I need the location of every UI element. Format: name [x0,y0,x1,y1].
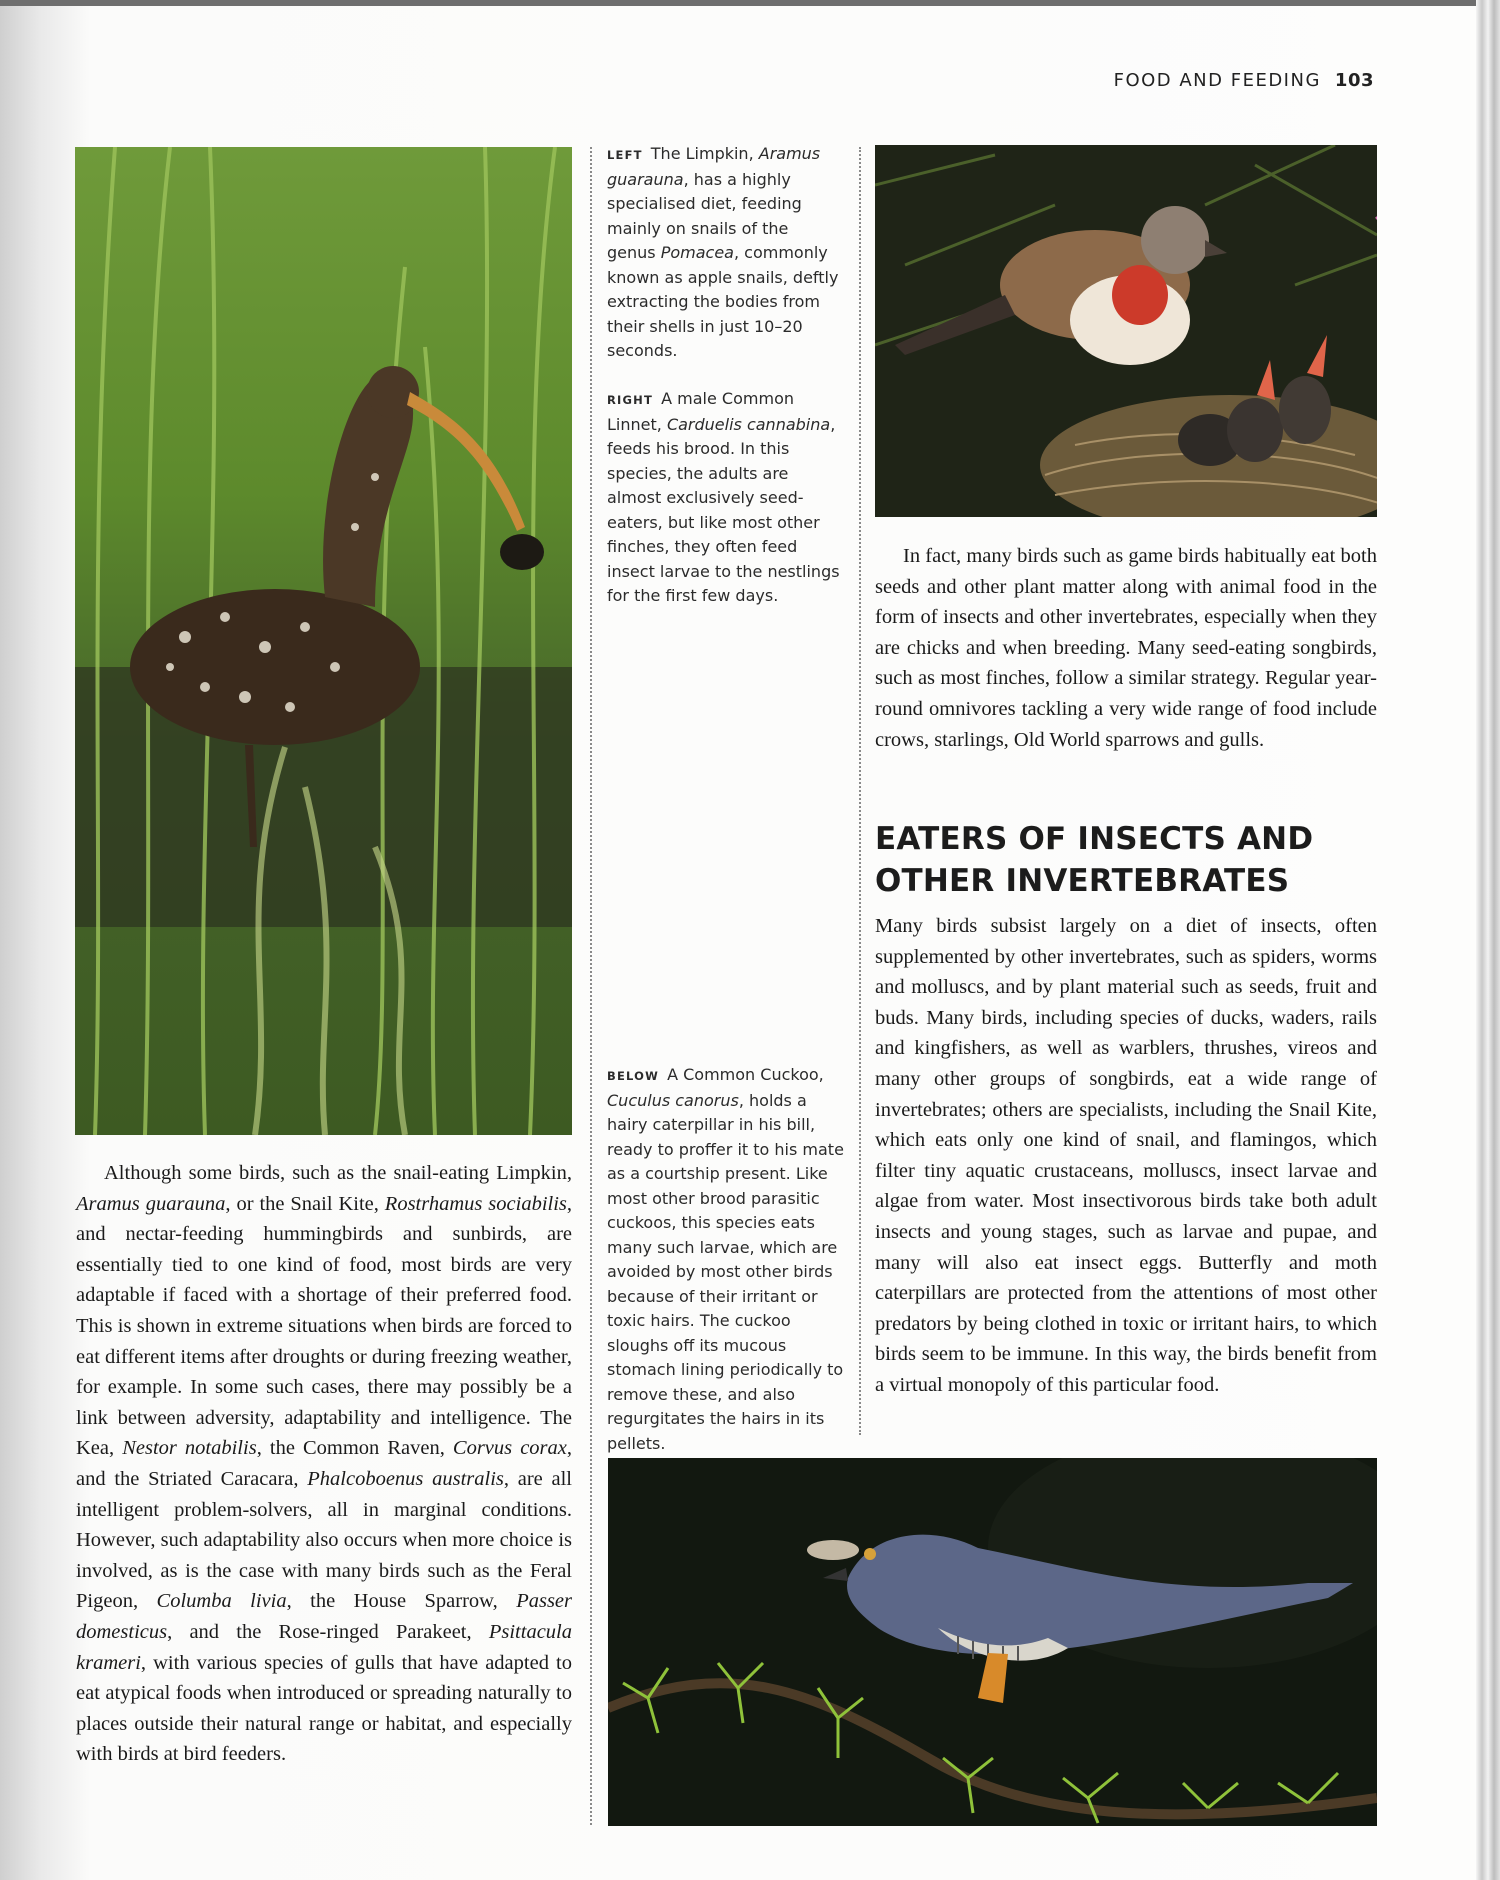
section-heading: EATERS OF INSECTS AND OTHER INVERTEBRATES [875,821,1314,899]
linnet-photo [875,145,1377,517]
caption-left-label: LEFT [607,148,643,162]
caption-below: BELOW A Common Cuckoo, Cuculus canorus, holds a hairy caterpillar in his bill, ready to proffer it to his mate as a courtship present. Like most other brood parasitic cuckoos, this species eats many such larvae, which are avoided by most other birds because of their irritant or toxic hairs. The cuckoo sloughs off its mucous stomach lining periodically to remove these, and also regurgitates the hairs in its pellets. [607,1065,844,1453]
limpkin-photo [75,147,572,1135]
running-head-section: FOOD AND FEEDING [1113,70,1321,91]
running-head [1114,70,1374,91]
page-top-edge [0,0,1500,6]
page-number: 103 [1334,70,1374,91]
caption-below-label: BELOW [607,1069,659,1083]
body-text-right-bottom [875,911,1377,1401]
column-rule-right [859,147,861,1435]
column-rule-left [590,147,592,1825]
body-paragraph-right-1: In fact, many birds such as game birds habitually eat both seeds and other plant matter along with animal food in the form of insects and other invertebrates, especially when they are chicks and when breeding. Many seed-eating songbirds, such as most finches, follow a similar strategy. Regular year-round omnivores tackling a very wide range of food include crows, starlings, Old World sparrows and gulls. [875,545,1377,751]
body-paragraph-left: Although some birds, such as the snail-eating Limpkin, Aramus guarauna, or the Snail Kite, Rostrhamus sociabilis, and nectar-feeding hummingbirds and sunbirds, are essentially tied to one kind of food, most birds are very adaptable if faced with a shortage of their preferred food. This is shown in extreme situations when birds are forced to eat different items after droughts or during freezing weather, for example. In some such cases, there may possibly be a link between adversity, adaptability and intelligence. The Kea, Nestor notabilis, the Common Raven, Corvus corax, and the Striated Caracara, Phalcoboenus australis, are all intelligent problem-solvers, all in marginal conditions. However, such adaptability also occurs when more choice is involved, as is the case with many birds such as the Feral Pigeon, Columba livia, the House Sparrow, Passer domesticus, and the Rose-ringed Parakeet, Psittacula krameri, with various species of gulls that have adapted to eat atypical foods when introduced or spreading naturally to places outside their natural range or habitat, and especially with birds at bird feeders. [76,1162,573,1766]
caption-right: RIGHT A male Common Linnet, Carduelis cannabina, feeds his brood. In this species, the adults are almost exclusively seed-eaters, but like most other finches, they often feed insect larvae to the nestlings for the first few days. [607,389,840,605]
caption-right-label: RIGHT [607,393,654,407]
book-spine-edge [1476,0,1500,1880]
body-text-right-top [875,541,1377,755]
caption-left: LEFT The Limpkin, Aramus guarauna, has a highly specialised diet, feeding mainly on snails of the genus Pomacea, commonly known as apple snails, deftly extracting the bodies from their shells in just 10–20 seconds. [607,144,839,360]
body-paragraph-right-2: Many birds subsist largely on a diet of insects, often supplemented by other invertebrates, such as spiders, worms and molluscs, and by plant material such as seeds, fruit and buds. Many birds, including species of ducks, waders, rails and kingfishers, as well as warblers, thrushes, vireos and many other groups of songbirds, eat a wide range of invertebrates; others are specialists, including the Snail Kite, which eats only one kind of snail, and flamingos, which filter tiny aquatic crustaceans, molluscs, insect larvae and algae from water. Most insectivorous birds take both adult insects and young stages, such as larvae and pupae, and many will also eat insect eggs. Butterfly and moth caterpillars are protected from the attentions of most other predators by being clothed in toxic or irritant hairs, to which birds seem to be immune. In this way, the birds benefit from a virtual monopoly of this particular food. [875,915,1377,1396]
body-text-left [76,1158,572,1770]
cuckoo-photo [608,1458,1377,1826]
